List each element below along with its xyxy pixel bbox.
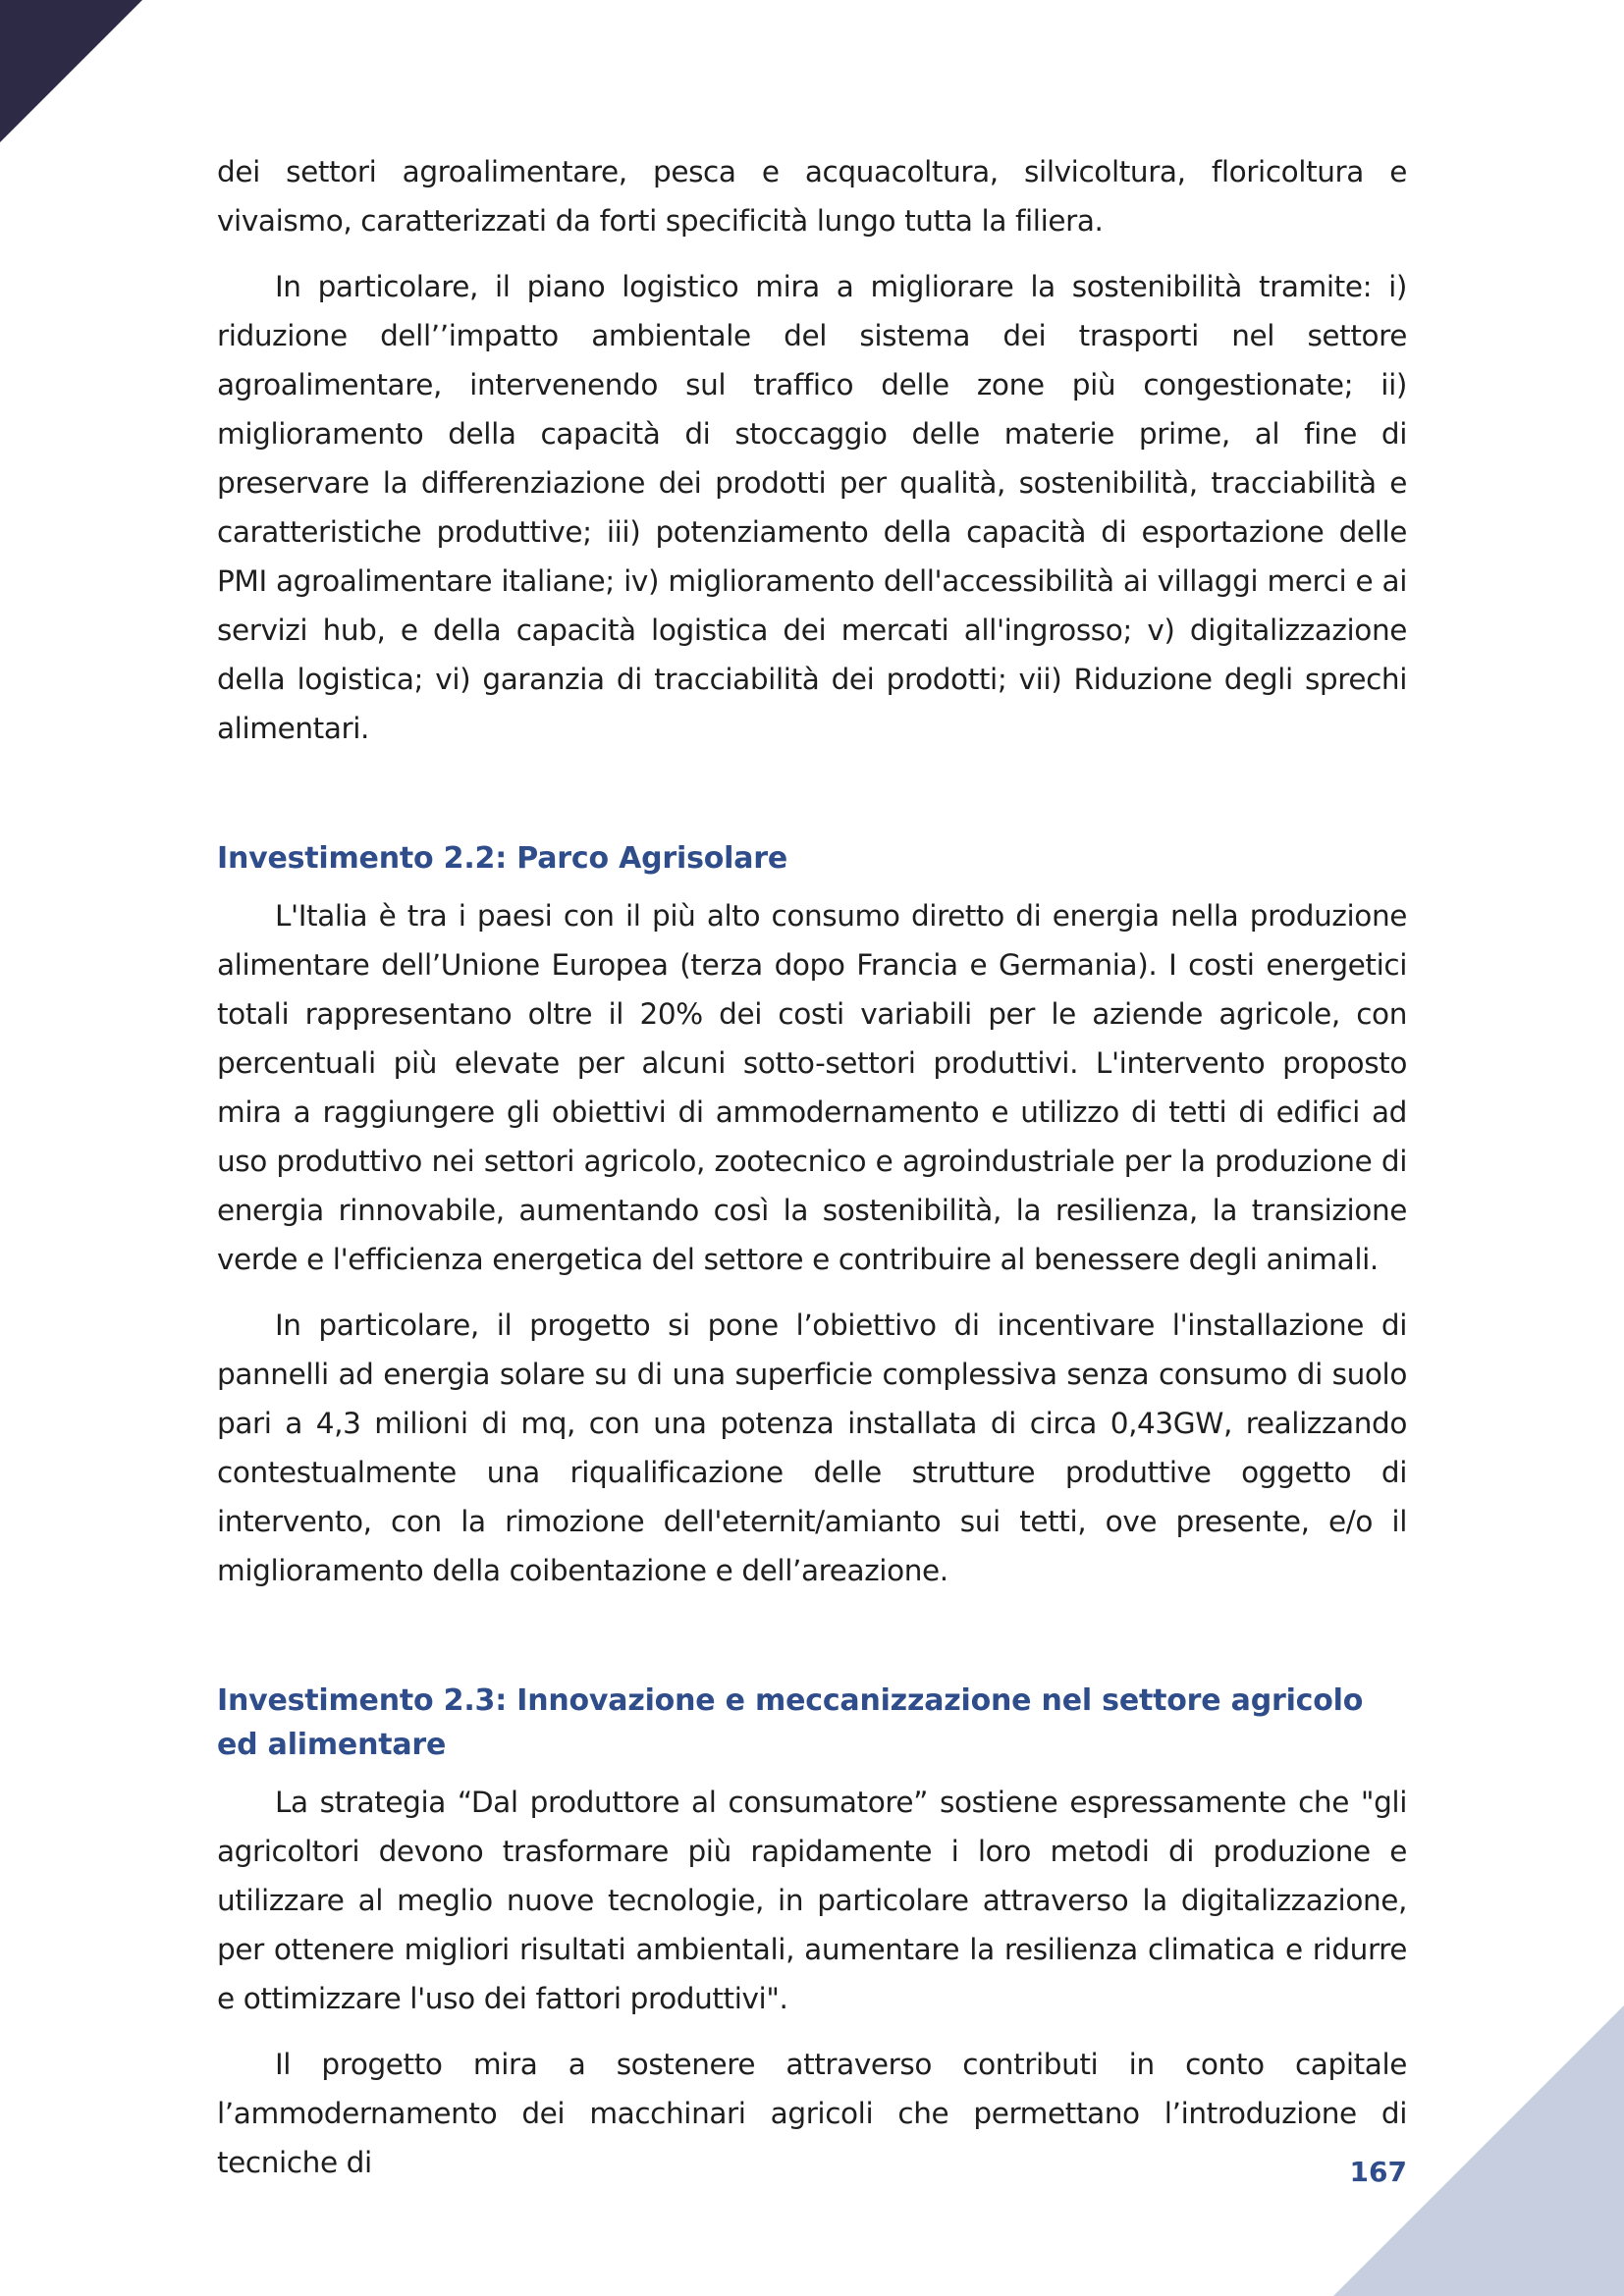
page-content	[217, 147, 1407, 2204]
body-paragraph-1: dei settori agroalimentare, pesca e acquacoltura, silvicoltura, floricoltura e vivaismo, caratterizzati da forti specificità lungo tutta la filiera.	[217, 155, 1407, 238]
page-number: 167	[1349, 2156, 1407, 2188]
section-heading-2-3: Investimento 2.3: Innovazione e meccanizzazione nel settore agricolo ed alimentare	[217, 1683, 1364, 1762]
section-2-3-paragraph-1: La strategia “Dal produttore al consumatore” sostiene espressamente che "gli agricoltori devono trasformare più rapidamente i loro metodi di produzione e utilizzare al meglio nuove tecnologie, in particolare attraverso la digitalizzazione, per ottenere migliori risultati ambientali, aumentare la resilienza climatica e ridurre e ottimizzare l'uso dei fattori produttivi".	[217, 1786, 1407, 2015]
body-paragraph-2: In particolare, il piano logistico mira a migliorare la sostenibilità tramite: i) riduzione dell’’impatto ambientale del sistema dei trasporti nel settore agroalimentare, intervenendo sul traffico delle zone più congestionate; ii) miglioramento della capacità di stoccaggio delle materie prime, al fine di preservare la differenziazione dei prodotti per qualità, sostenibilità, tracciabilità e caratteristiche produttive; iii) potenziamento della capacità di esportazione delle PMI agroalimentare italiane; iv) miglioramento dell'accessibilità ai villaggi merci e ai servizi hub, e della capacità logistica dei mercati all'ingrosso; v) digitalizzazione della logistica; vi) garanzia di tracciabilità dei prodotti; vii) Riduzione degli sprechi alimentari.	[217, 270, 1407, 745]
section-2-2-paragraph-2: In particolare, il progetto si pone l’obiettivo di incentivare l'installazione di pannelli ad energia solare su di una superficie complessiva senza consumo di suolo pari a 4,3 milioni di mq, con una potenza installata di circa 0,43GW, realizzando contestualmente una riqualificazione delle strutture produttive oggetto di intervento, con la rimozione dell'eternit/amianto sui tetti, ove presente, e/o il miglioramento della coibentazione e dell’areazione.	[217, 1308, 1407, 1587]
corner-decoration-top-left	[0, 0, 142, 142]
section-2-2-paragraph-1: L'Italia è tra i paesi con il più alto consumo diretto di energia nella produzione alimentare dell’Unione Europea (terza dopo Francia e Germania). I costi energetici totali rappresentano oltre il 20% dei costi variabili per le aziende agricole, con percentuali più elevate per alcuni sotto-settori produttivi. L'intervento proposto mira a raggiungere gli obiettivi di ammodernamento e utilizzo di tetti di edifici ad uso produttivo nei settori agricolo, zootecnico e agroindustriale per la produzione di energia rinnovabile, aumentando così la sostenibilità, la resilienza, la transizione verde e l'efficienza energetica del settore e contribuire al benessere degli animali.	[217, 899, 1407, 1276]
section-2-3-paragraph-2: Il progetto mira a sostenere attraverso contributi in conto capitale l’ammodernamento dei macchinari agricoli che permettano l’introduzione di tecniche di	[217, 2048, 1407, 2179]
section-heading-2-2: Investimento 2.2: Parco Agrisolare	[217, 841, 788, 876]
